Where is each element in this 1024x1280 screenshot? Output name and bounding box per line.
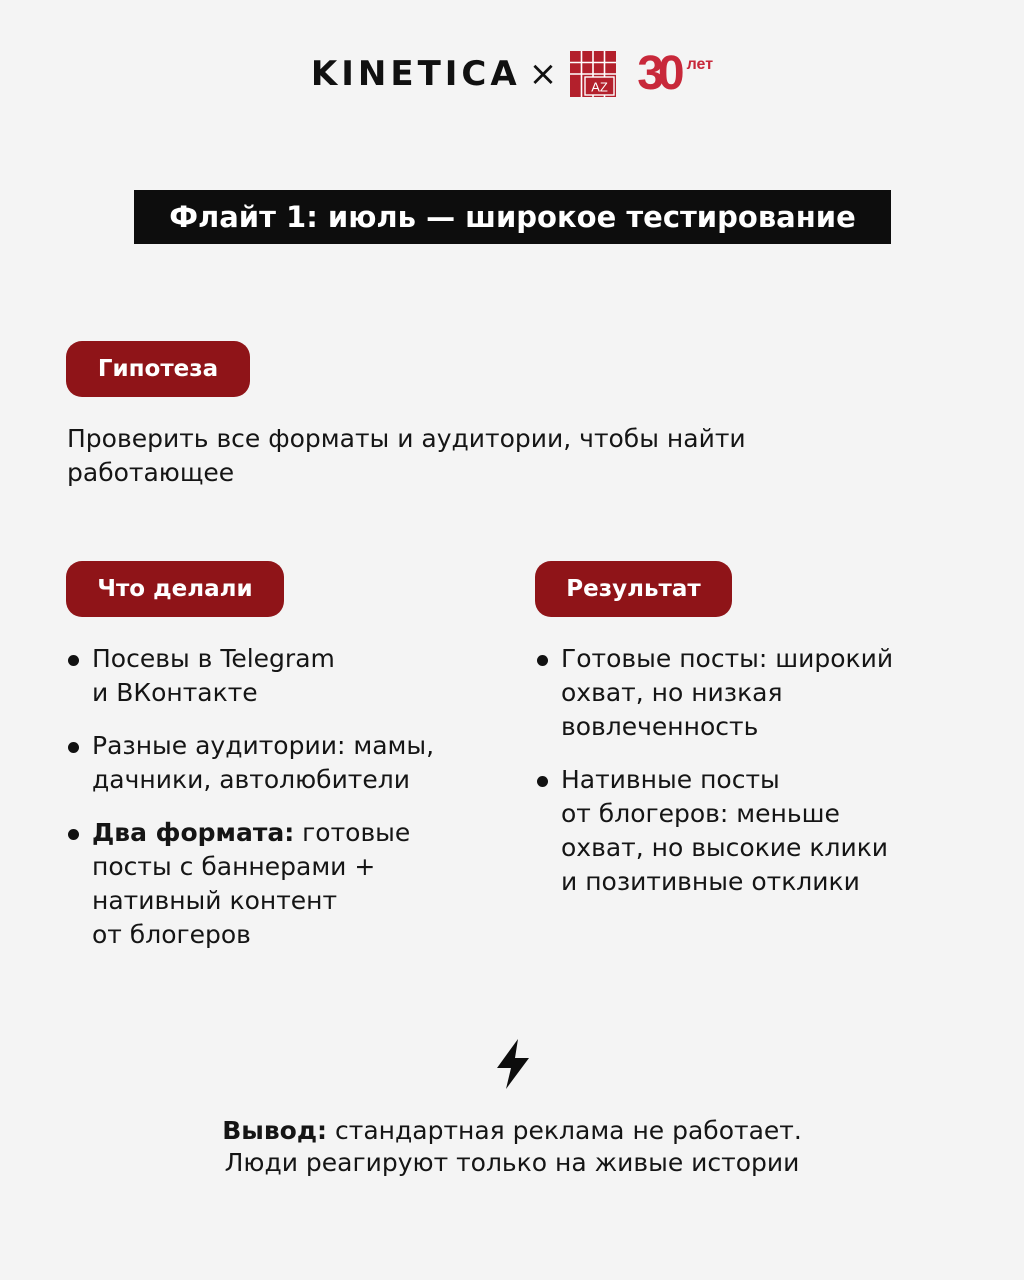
lightning-icon [494,1038,532,1090]
anniversary-number: 30 [637,47,679,100]
conclusion [0,1115,1024,1179]
what-we-did-badge: Что делали [66,561,284,617]
az-grid-logo [569,50,617,98]
list-item [67,816,507,952]
list-item-line: охват, но высокие клики [561,833,889,862]
hypothesis-line: Проверить все форматы и аудитории, чтобы найти [67,424,746,453]
list-item-line: посты с баннерами + [92,852,376,881]
kinetica-logo: KINETICA [310,54,521,94]
collab-separator: × [528,54,558,94]
list-item-line: от блогеров: меньше [561,799,840,828]
list-item [67,642,507,710]
list-item-line: Разные аудитории: мамы, [92,731,435,760]
list-item-line: Готовые посты: широкий [561,644,894,673]
result-list [536,642,966,918]
list-item-line: охват, но низкая [561,678,783,707]
list-item-line: Посевы в Telegram [92,644,335,673]
what-we-did-list [67,642,507,971]
list-item-line: дачники, автолюбители [92,765,410,794]
az-logo-text: AZ [591,79,609,95]
conclusion-label: Вывод: [222,1116,328,1145]
header [0,46,1024,102]
list-item-line: Нативные посты [561,765,780,794]
list-item [536,642,966,744]
list-item [67,729,507,797]
hypothesis-line: работающее [67,458,235,487]
list-item-line: от блогеров [92,920,251,949]
conclusion-line: Люди реагируют только на живые истории [224,1148,800,1177]
list-item-bold-label: Два формата: [92,818,295,847]
conclusion-line [0,1115,1024,1147]
list-item [536,763,966,899]
anniversary-word: лет [686,56,714,73]
list-item-line: нативный контент [92,886,338,915]
anniversary-logo [637,47,714,100]
list-item-line: и позитивные отклики [561,867,860,896]
conclusion-text: стандартная реклама не работает. [327,1116,802,1145]
list-item-line: и ВКонтакте [92,678,258,707]
page-title: Флайт 1: июль — широкое тестирование [134,190,891,244]
list-item-line: вовлеченность [561,712,759,741]
hypothesis-text [67,422,897,490]
hypothesis-badge: Гипотеза [66,341,250,397]
result-badge: Результат [535,561,732,617]
list-item-line [92,816,507,850]
list-item-text: готовые [294,818,411,847]
